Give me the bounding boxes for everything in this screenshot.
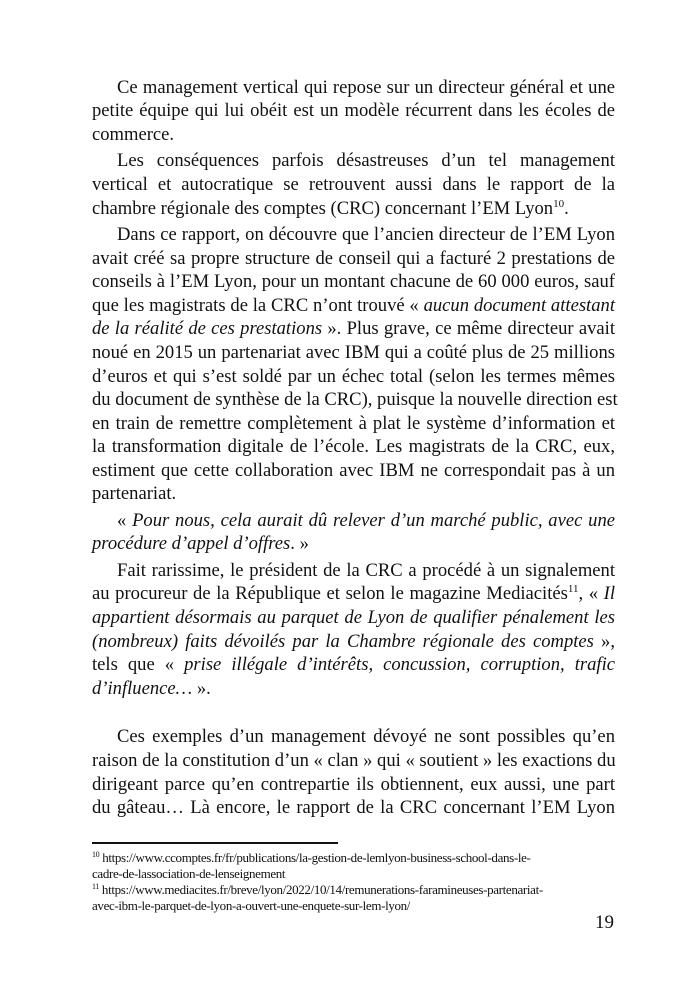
- text-run: la transformation digitale de l’école. Les magistrats de la CRC, eux,: [92, 436, 615, 458]
- text-line: [92, 197, 615, 221]
- paragraph: [92, 223, 618, 506]
- text-run: Ce management vertical qui repose sur un directeur général et une: [117, 76, 615, 98]
- text-line: [92, 76, 615, 100]
- body-text: [92, 73, 618, 820]
- footnote: [92, 882, 615, 914]
- text-run: raison de la constitution d’un « clan » qui « soutient » les exactions du: [92, 750, 616, 772]
- footnote-reference: 10: [553, 197, 565, 210]
- footnote-url: https://www.ccomptes.fr/fr/publications/la-gestion-de-lemlyon-business-school-dans-le-: [99, 850, 531, 865]
- text-run: noué en 2015 un partenariat avec IBM qui a coûté plus de 25 millions: [92, 341, 615, 363]
- text-line: [92, 173, 615, 197]
- text-run: partenariat.: [92, 483, 177, 505]
- italic-text: prise illégale d’intérêts, concussion, corruption, trafic: [184, 654, 615, 676]
- text-run: conseils à l’EM Lyon, pour un montant chacune de 60 000 euros, sauf: [92, 271, 615, 293]
- footnote-url: avec-ibm-le-parquet-de-lyon-a-ouvert-une-enquete-sur-lem-lyon/: [92, 898, 411, 913]
- text-run: ». Plus grave, ce même directeur avait: [322, 318, 615, 340]
- text-run: commerce.: [92, 123, 175, 145]
- paragraph: [92, 149, 615, 220]
- paragraph: [92, 76, 615, 147]
- italic-text: appartient désormais au parquet de Lyon de qualifier pénalement les: [92, 607, 615, 629]
- text-run: dirigeant parce qu’en contrepartie ils obtiennent, eux aussi, une part: [92, 773, 615, 795]
- text-run: chambre régionale des comptes (CRC) concernant l’EM Lyon: [92, 197, 554, 219]
- text-run: tels que «: [92, 654, 185, 676]
- text-line: [92, 559, 615, 583]
- italic-text: Il: [603, 583, 615, 605]
- text-line: [92, 677, 615, 701]
- text-run: d’euros et qui s’est soldé par un échec total (selon les termes mêmes: [92, 365, 615, 387]
- italic-text: de la réalité de ces prestations: [92, 318, 323, 340]
- text-line: [92, 749, 615, 773]
- text-run: avait créé sa propre structure de conseil qui a facturé 2 prestations de: [92, 247, 615, 269]
- text-run: petite équipe qui lui obéit est un modèle récurrent dans les écoles de: [92, 100, 615, 122]
- text-run: . »: [290, 533, 309, 555]
- italic-text: d’influence…: [92, 677, 193, 699]
- text-line: [92, 482, 615, 506]
- text-line: [92, 459, 615, 483]
- text-run: ».: [192, 677, 211, 699]
- text-line: [92, 388, 618, 412]
- text-line: [92, 509, 615, 533]
- text-line: [92, 606, 615, 630]
- text-line: [92, 796, 615, 820]
- text-line: [92, 653, 615, 677]
- paragraph: [92, 559, 615, 701]
- footnote-number: 10: [92, 850, 100, 859]
- text-run: «: [117, 509, 133, 531]
- text-run: »,: [593, 630, 615, 652]
- text-run: du gâteau… Là encore, le rapport de la CRC concernant l’EM Lyon: [92, 797, 615, 819]
- text-line: [92, 149, 615, 173]
- text-line: [92, 582, 615, 606]
- text-run: que les magistrats de la CRC n’ont trouvé «: [92, 294, 424, 316]
- text-line: [92, 532, 615, 556]
- footnote-reference: 11: [567, 583, 579, 596]
- italic-text: (nombreux) faits dévoilés par la Chambre régionale des comptes: [92, 630, 594, 652]
- text-line: [92, 435, 615, 459]
- text-line: [92, 630, 615, 654]
- footnote-number: 11: [92, 882, 100, 891]
- italic-text: Pour nous, cela aurait dû relever d’un marché public, avec une: [132, 509, 615, 531]
- text-line: [92, 412, 615, 436]
- footnote: [92, 850, 615, 882]
- text-run: Ces exemples d’un management dévoyé ne sont possibles qu’en: [117, 726, 615, 748]
- text-line: [92, 270, 615, 294]
- text-line: [92, 773, 615, 797]
- text-run: , «: [578, 583, 604, 605]
- text-line: [92, 317, 615, 341]
- italic-text: procédure d’appel d’offres: [92, 533, 291, 555]
- text-run: vertical et autocratique se retrouvent aussi dans le rapport de la: [92, 173, 615, 195]
- text-line: [92, 294, 615, 318]
- text-run: en train de remettre complètement à plat le système d’information et: [92, 412, 615, 434]
- text-line: [92, 365, 615, 389]
- text-run: Les conséquences parfois désastreuses d’un tel management: [117, 150, 615, 172]
- text-line: [92, 123, 615, 147]
- text-run: .: [564, 197, 569, 219]
- italic-text: aucun document attestant: [423, 294, 615, 316]
- text-run: Fait rarissime, le président de la CRC a procédé à un signalement: [117, 559, 615, 581]
- paragraph: [92, 725, 615, 819]
- text-line: [92, 247, 615, 271]
- footnote-url: cadre-de-lassociation-de-lenseignement: [92, 866, 286, 881]
- text-line: [92, 223, 615, 247]
- text-line: [92, 341, 615, 365]
- paragraph: [92, 509, 615, 556]
- footnote-url: https://www.mediacites.fr/breve/lyon/2022/10/14/remunerations-faramineuses-partenariat-: [99, 882, 543, 897]
- text-line: [92, 99, 615, 123]
- text-run: estiment que cette collaboration avec IBM ne correspondait pas à un: [92, 459, 615, 481]
- text-line: [92, 725, 615, 749]
- footnotes: [92, 850, 615, 914]
- text-run: Dans ce rapport, on découvre que l’ancien directeur de l’EM Lyon: [117, 223, 615, 245]
- text-run: au procureur de la République et selon le magazine Mediacités: [92, 583, 568, 605]
- footnote-separator: [92, 842, 338, 844]
- text-run: du document de synthèse de la CRC), puisque la nouvelle direction est: [92, 389, 618, 411]
- page-number: 19: [595, 912, 614, 933]
